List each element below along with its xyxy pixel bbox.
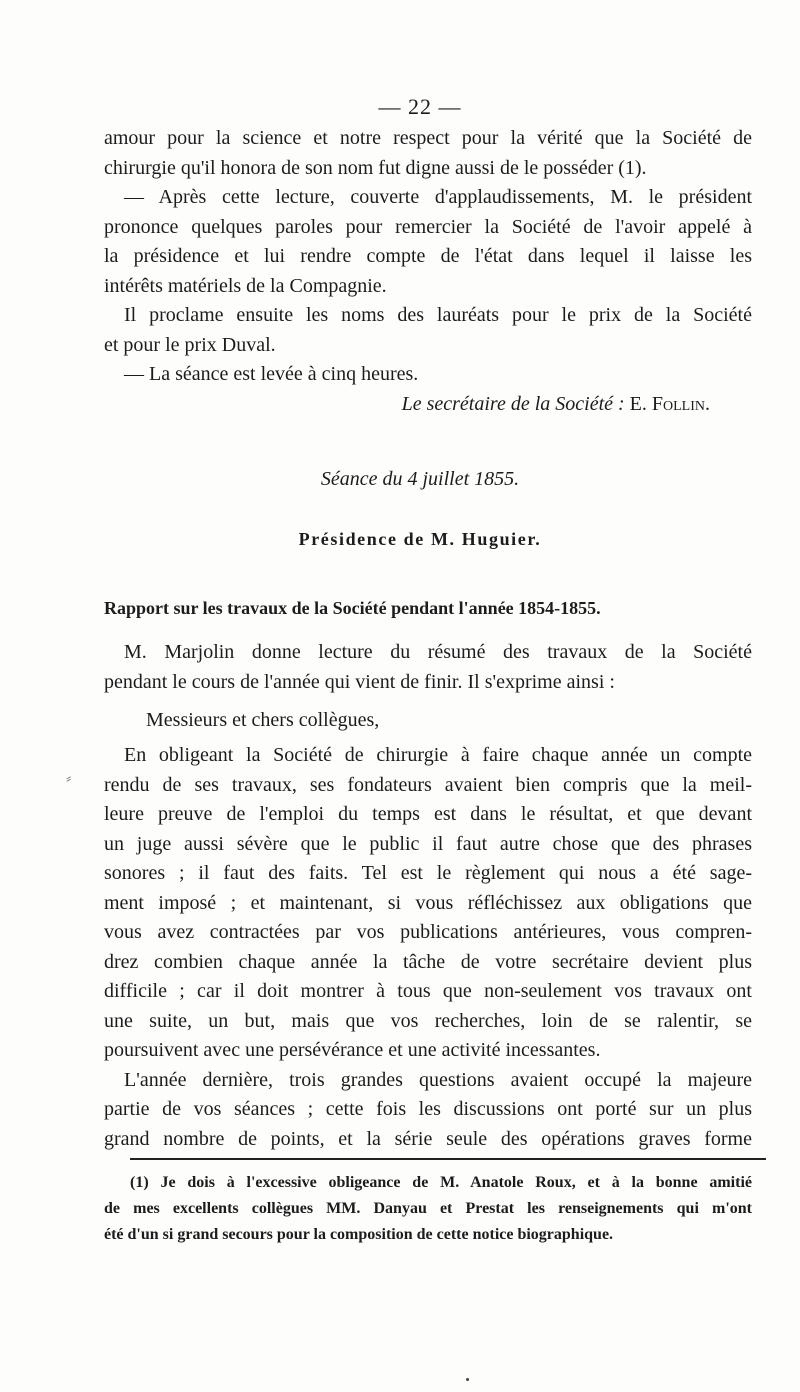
text-line: poursuivent avec une persévérance et une activité incessantes. [104,1039,601,1061]
text-line: — Après cette lecture, couverte d'applaudissements, M. le président [124,186,752,208]
text-line: vous avez contractées par vos publications antérieures, vous compren- [104,921,752,943]
report-intro [104,638,752,697]
text-line: un juge aussi sévère que le public il faut autre chose que des phrases [104,832,752,855]
text-line: pendant le cours de l'année qui vient de finir. Il s'exprime ainsi : [104,670,615,693]
report-body [104,741,752,1154]
text-line: une suite, un but, mais que vos recherches, loin de se ralentir, se [104,1009,752,1032]
text-line: chirurgie qu'il honora de son nom fut digne aussi de le posséder (1). [104,156,647,179]
text-line: — La séance est levée à cinq heures. [124,363,419,385]
presidency-heading: Présidence de M. Huguier. [298,529,542,549]
footnote [104,1170,752,1248]
text-line: leure preuve de l'emploi du temps est dans le résultat, et que devant [104,803,752,825]
text-line: L'année dernière, trois grandes questions avaient occupé la majeure [124,1068,752,1091]
text-line: prononce quelques paroles pour remercier la Société de l'avoir appelé à [104,215,752,238]
signature-name: E. Follin. [629,392,710,415]
page-number: — 22 — [378,94,462,119]
closing-paragraphs [104,124,752,419]
text-line: sonores ; il faut des faits. Tel est le règlement qui nous a été sage- [104,862,752,884]
session-date-heading: Séance du 4 juillet 1855. [320,468,520,490]
text-line: rendu de ses travaux, ses fondateurs avaient bien compris que la meil- [104,773,752,796]
text-line: En obligeant la Société de chirurgie à faire chaque année un compte [124,744,752,766]
secretary-signature [104,390,752,420]
print-speck [466,1378,469,1381]
text-line: grand nombre de points, et la série seule des opérations graves forme [104,1127,752,1150]
signature-role: Le secrétaire de la Société : [401,392,625,415]
text-line: partie de vos séances ; cette fois les discussions ont porté sur un plus [104,1098,752,1120]
text-line: M. Marjolin donne lecture du résumé des travaux de la Société [124,641,752,663]
footnote-line: (1) Je dois à l'excessive obligeance de M. Anatole Roux, et à la bonne amitié [130,1174,752,1191]
text-line: intérêts matériels de la Compagnie. [104,274,387,297]
text-line: Il proclame ensuite les noms des lauréats pour le prix de la Société [124,304,752,326]
salutation: Messieurs et chers collègues, [146,709,380,731]
text-line: ment imposé ; et maintenant, si vous réfléchissez aux obligations que [104,891,752,914]
report-title: Rapport sur les travaux de la Société pendant l'année 1854-1855. [104,598,601,618]
footnote-divider [130,1158,766,1160]
text-line: difficile ; car il doit montrer à tous que non-seulement vos travaux ont [104,980,752,1002]
footnote-line: été d'un si grand secours pour la composition de cette notice biographique. [104,1226,614,1243]
margin-mark: ⸗ [66,770,72,787]
text-line: amour pour la science et notre respect pour la vérité que la Société de [104,127,752,149]
text-line: et pour le prix Duval. [104,333,276,356]
text-line: drez combien chaque année la tâche de votre secrétaire devient plus [104,950,752,973]
footnote-line: de mes excellents collègues MM. Danyau et Prestat les renseignements qui m'ont [104,1200,752,1217]
text-line: la présidence et lui rendre compte de l'état dans lequel il laisse les [104,245,752,267]
